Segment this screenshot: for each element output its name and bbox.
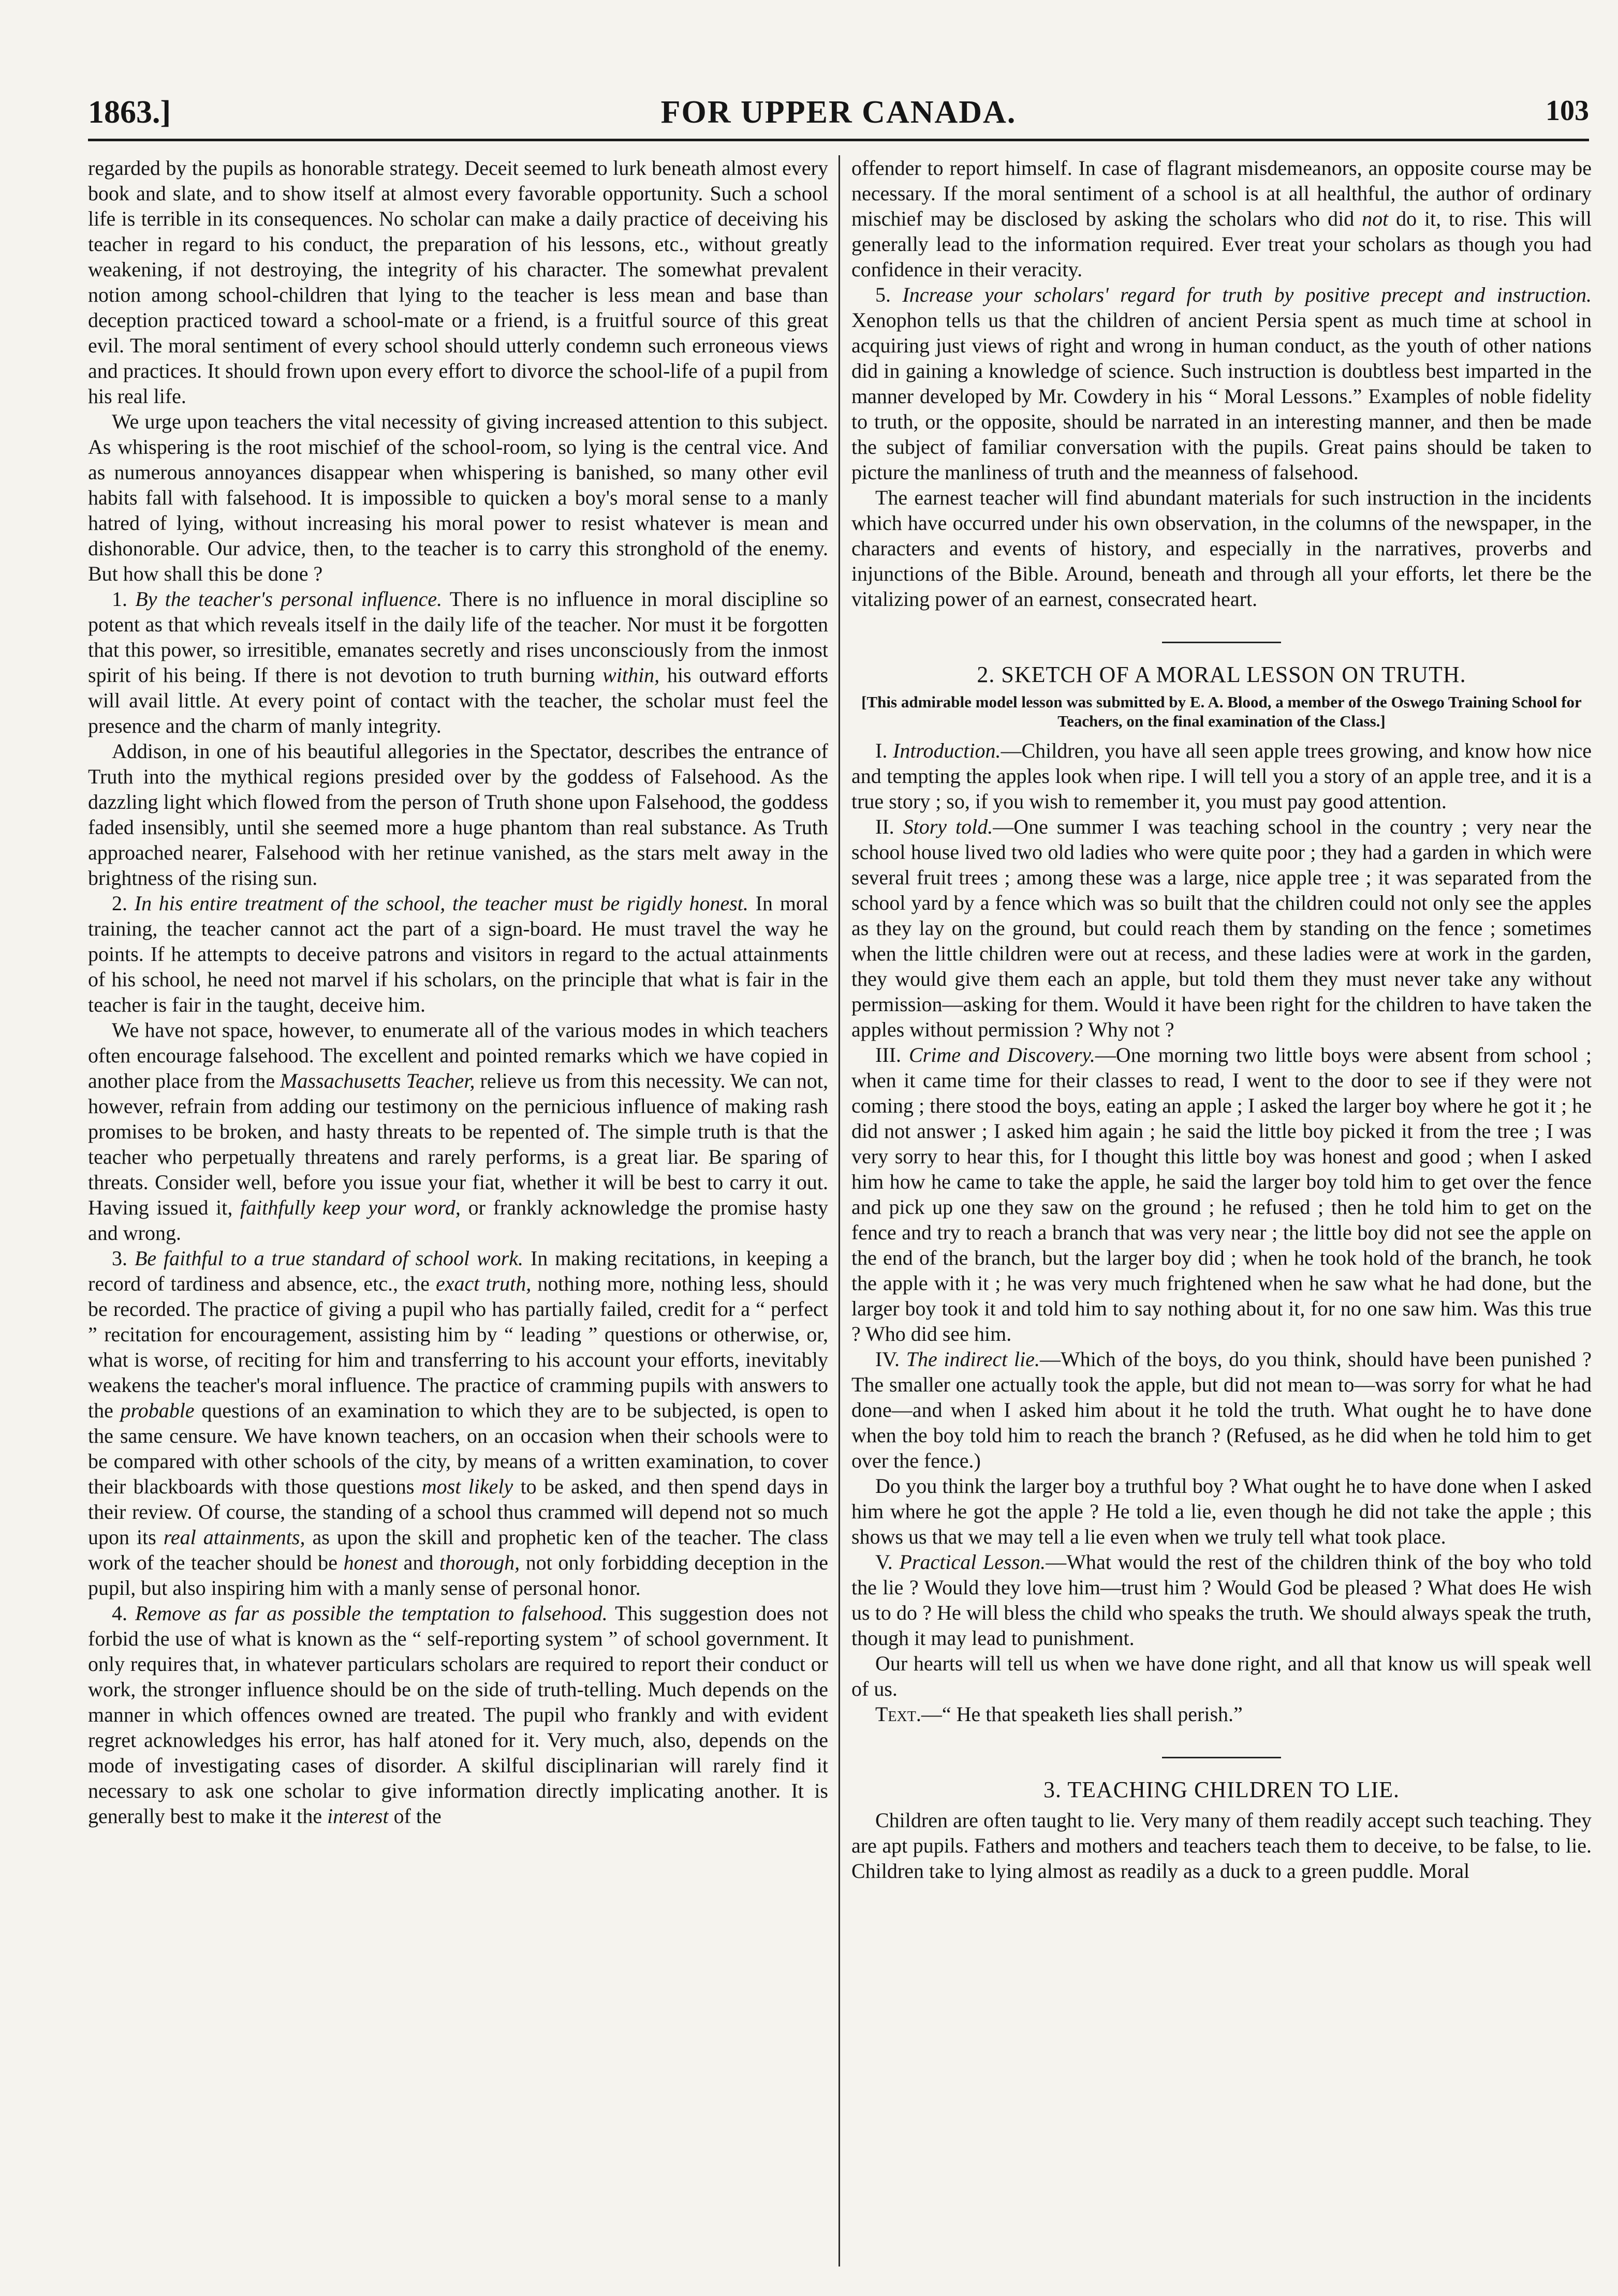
paragraph: 2. In his entire treatment of the school, the teacher must be rigidly honest. In moral training, the teacher cannot act the part of a sign-board. He must travel the way he points. If he attempts to deceive patrons and visitors in regard to the actual attainments of his school, he need not marvel if his scholars, on the principle that what is fair in the teacher is fair in the taught, deceive him.	[88, 892, 828, 1016]
paragraph: The earnest teacher will find abundant materials for such instruction in the incidents which have occurred under his own observation, in the columns of the newspaper, in the characters and events of history, and especially in the narratives, proverbs and injunctions of the Bible. Around, beneath and through all your efforts, let there be the vitalizing power of an earnest, consecrated heart.	[851, 486, 1592, 611]
paragraph: Our hearts will tell us when we have done right, and all that know us will speak well of us.	[851, 1652, 1592, 1700]
page-number: 103	[1546, 95, 1589, 127]
editorial-note: [This admirable model lesson was submitted by E. A. Blood, a member of the Oswego Training School for Teachers, on the final examination of the Class.]	[861, 693, 1582, 730]
paragraph: 3. Be faithful to a true standard of school work. In making recitations, in keeping a record of tardiness and absence, etc., the exact truth, nothing more, nothing less, should be recorded. The practice of giving a pupil who has partially failed, credit for a “ perfect ” recitation for encouragement, assisting him by “ leading ” questions or otherwise, or, what is worse, of reciting for him and transferring to his account your efforts, inevitably weakens the teacher's moral influence. The practice of cramming pupils with answers to the probable questions of an examination to which they are to be subjected, is open to the same censure. We have known teachers, on an occasion when their schools were to be compared with other schools of the city, by means of a written examination, to cover their blackboards with those questions most likely to be asked, and then spend days in their review. Of course, the standing of a school thus crammed will depend not so much upon its real attainments, as upon the skill and prophetic ken of the teacher. The class work of the teacher should be honest and thorough, not only forbidding deception in the pupil, but also inspiring him with a manly sense of personal honor.	[88, 1247, 828, 1599]
paragraph: 1. By the teacher's personal influence. There is no influence in moral discipline so potent as that which reveals itself in the daily life of the teacher. Nor must it be forgotten that this power, so irresitible, emanates secretly and rises unconsciously from the inmost spirit of his being. If there is not devotion to truth burning within, his outward efforts will avail little. At every point of contact with the teacher, the scholar must feel the presence and the charm of manly integrity.	[88, 587, 828, 737]
paragraph: Text.—“ He that speaketh lies shall perish.”	[875, 1702, 1243, 1726]
paragraph: offender to report himself. In case of flagrant misdemeanors, an opposite course may be necessary. If the moral sentiment of a school is at all healthful, the author of ordinary mischief may be disclosed by asking the scholars who did not do it, to rise. This will generally lead to the information required. Ever treat your scholars as though you had confidence in their veracity.	[851, 156, 1592, 281]
column-divider	[839, 155, 840, 2267]
paragraph: Do you think the larger boy a truthful boy ? What ought he to have done when I asked him where he got the apple ? He told a lie, even though he did not take the apple ; this shows us that we may tell a lie even when we truly tell what took place.	[851, 1474, 1592, 1548]
left-column	[88, 155, 828, 2267]
header-title: FOR UPPER CANADA.	[660, 95, 1017, 130]
paragraph: regarded by the pupils as honorable strategy. Deceit seemed to lurk beneath almost every book and slate, and to show itself at almost every favorable opportunity. Such a school life is terrible in its consequences. No scholar can make a daily practice of deceiving his teacher in regard to his conduct, the preparation of his lessons, etc., without greatly weakening, if not destroying, the integrity of his character. The somewhat prevalent notion among school-children that lying to the teacher is less mean and base than deception practiced toward a school-mate or a friend, is a fruitful source of this great evil. The moral sentiment of every school should utterly condemn such erroneous views and practices. It should frown upon every effort to divorce the school-life of a pupil from his real life.	[88, 156, 828, 408]
section-rule	[1162, 642, 1281, 643]
paragraph: II. Story told.—One summer I was teaching school in the country ; very near the school house lived two old ladies who were quite poor ; they had a garden in which were several fruit trees ; among these was a large, nice apple tree ; it was separated from the school yard by a fence which was so built that the children could not only see the apples as they lay on the ground, but could reach them by standing on the fence ; sometimes when the little children were out at recess, and these ladies were at work in the garden, they would give them each an apple, but told them they must never take any without permission—asking for them. Would it have been right for the children to have taken the apples without permission ? Why not ?	[851, 815, 1592, 1041]
paragraph: 4. Remove as far as possible the temptation to falsehood. This suggestion does not forbid the use of what is known as the “ self-reporting system ” of school government. It only requires that, in whatever particulars scholars are required to report their conduct or work, the stronger influence should be on the side of truth-telling. Much depends on the manner in which offences owned are treated. The pupil who frankly and with evident regret acknowledges his error, has half atoned for it. Very much, also, depends on the mode of investigating cases of disorder. A skilful disciplinarian will rarely find it necessary to ask one scholar to give information directly implicating another. It is generally best to make it the interest of the	[88, 1602, 828, 1828]
section-rule	[1162, 1757, 1281, 1758]
section-title: 2. SKETCH OF A MORAL LESSON ON TRUTH.	[977, 662, 1466, 687]
header-year: 1863.]	[88, 95, 171, 130]
paragraph: We have not space, however, to enumerate all of the various modes in which teachers often encourage falsehood. The excellent and pointed remarks which we have copied in another place from the Massachusetts Teacher, relieve us from this necessity. We can not, however, refrain from adding our testimony on the pernicious influence of making rash promises to be broken, and hasty threats to be repented of. The simple truth is that the teacher who perpetually threatens and rarely performs, is a great liar. Be sparing of threats. Consider well, before you issue your fiat, whether it will be best to carry it out. Having issued it, faithfully keep your word, or frankly acknowledge the promise hasty and wrong.	[88, 1018, 828, 1245]
paragraph: Children are often taught to lie. Very many of them readily accept such teaching. They are apt pupils. Fathers and mothers and teachers teach them to deceive, to be false, to lie. Children take to lying almost as readily as a duck to a green puddle. Moral	[851, 1809, 1592, 1883]
section-title: 3. TEACHING CHILDREN TO LIE.	[1043, 1777, 1400, 1802]
paragraph: Addison, in one of his beautiful allegories in the Spectator, describes the entrance of Truth into the mythical regions presided over by the goddess of Falsehood. As the dazzling light which flowed from the person of Truth shone upon Falsehood, the goddess faded insensibly, until she seemed more a huge phantom than real substance. As Truth approached nearer, Falsehood with her retinue vanished, as the stars melt away in the brightness of the rising sun.	[88, 739, 828, 890]
paragraph: III. Crime and Discovery.—One morning two little boys were absent from school ; when it came time for their classes to read, I went to the door to see if they were not coming ; there stood the boys, eating an apple ; I asked the larger boy where he got it ; he did not answer ; I asked him again ; he said the little boy picked it from the tree ; I was very sorry to hear this, for I thought this little boy was honest and good ; when I asked him how he came to take the apple, he said the larger boy told him to get over the fence and pick up one they saw on the ground ; he refused ; then he told him to get on the fence and try to reach a branch that was very near ; the little boy did not see the apple on the end of the branch, but the larger boy did ; when he took hold of the branch, he took the apple with it ; he was very much frightened when he saw what he had done, but the larger boy took it and told him to say nothing about it, for no one saw him. Was this true ? Who did see him.	[851, 1043, 1592, 1345]
paragraph: IV. The indirect lie.—Which of the boys, do you think, should have been punished ? The smaller one actually took the apple, but did not mean to—was sorry for what he had done—and when I asked him about it he told the truth. What ought he to have done when the boy told him to reach the branch ? (Refused, as he did when he told him to get over the fence.)	[851, 1347, 1592, 1472]
paragraph: We urge upon teachers the vital necessity of giving increased attention to this subject. As whispering is the root mischief of the school-room, so lying is the central vice. And as numerous annoyances disappear when whispering is banished, so many other evil habits fall with falsehood. It is impossible to quicken a boy's moral sense to a manly hatred of lying, without increasing his moral power to resist whatever is mean and dishonorable. Our advice, then, to the teacher is to carry this stronghold of the enemy. But how shall this be done ?	[88, 410, 828, 585]
paragraph: I. Introduction.—Children, you have all seen apple trees growing, and know how nice and tempting the apples look when ripe. I will tell you a story of an apple tree, and it is a true story ; so, if you wish to remember it, you must pay good attention.	[851, 739, 1592, 813]
right-column	[851, 155, 1592, 2267]
page-header	[88, 87, 1589, 141]
paragraph: V. Practical Lesson.—What would the rest of the children think of the boy who told the lie ? Would they love him—trust him ? Would God be pleased ? What does He wish us to do ? He will bless the child who speaks the truth. We should always speak the truth, though it may lead to punishment.	[851, 1550, 1592, 1650]
paragraph: 5. Increase your scholars' regard for truth by positive precept and instruction. Xenophon tells us that the children of ancient Persia spent as much time at school in acquiring just views of right and wrong in human conduct, as the youth of other nations did in gaining a knowledge of science. Such instruction is doubtless best imparted in the manner developed by Mr. Cowdery in his “ Moral Lessons.” Examples of noble fidelity to truth, or the opposite, should be narrated in an interesting manner, and then be made the subject of familiar conversation with the pupils. Great pains should be taken to picture the manliness of truth and the meanness of falsehood.	[851, 283, 1592, 484]
